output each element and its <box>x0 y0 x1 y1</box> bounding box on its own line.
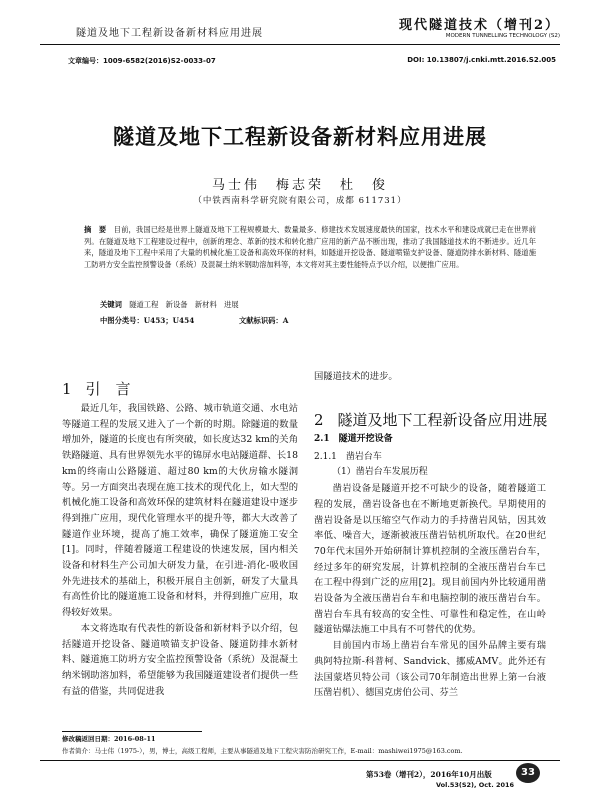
keywords-text: 隧道工程 新设备 新材料 进展 <box>129 300 239 309</box>
section1-heading <box>62 378 131 399</box>
authors: 马士伟 梅志荣 杜 俊 <box>211 178 388 193</box>
intro-paragraph-2: 本文将选取有代表性的新设备和新材料予以介绍，包括隧道开挖设备、隧道喷锚支护设备、隧道防排水新材料、隧道施工防坍方安全监控预警设备（系统）及混凝土纳米钢助溶加料，希望能够为我国隧道建设者们提供一些有益的借鉴，共同促进我 <box>62 622 298 697</box>
issue-info-en: Vol.53(S2), Oct. 2016 <box>436 781 515 789</box>
left-column <box>62 401 298 699</box>
article-number: 文章编号：1009-6582(2016)S2-0033-07 <box>68 57 216 65</box>
header-rule <box>40 44 560 45</box>
issue-info-cn: 第53卷（增刊2），2016年10月出版 <box>366 770 492 779</box>
sec2-paragraph-2: 目前国内市场上凿岩台车常见的国外品牌主要有瑞典阿特拉斯-科普柯、Sandvick、挪威AMV。此外还有法国蒙塔贝特公司（该公司70年制造出世界上第一台液压凿岩机）、德国克虏伯公司、芬兰 <box>314 640 546 699</box>
footer-rule <box>40 760 560 761</box>
footnote-author: 作者简介：马士伟（1975-），男，博士，高级工程师，主要从事隧道及地下工程灾害防治研究工作，E-mail：mashiwei1975@163.com. <box>62 747 463 755</box>
right-column-continued <box>314 369 546 385</box>
doc-code-value: A <box>282 316 289 325</box>
section1-number: 1 <box>62 380 72 398</box>
intro-continued: 国隧道技术的进步。 <box>314 371 398 382</box>
intro-paragraph-1: 最近几年，我国铁路、公路、城市轨道交通、水电站等隧道工程的发展又进入了一个新的时期。除隧道的数量增加外，隧道的长度也有所突破，如长度达32 km的关角铁路隧道、具有世界领先水平的锦屏水电站隧道群、长18 km的终南山公路隧道、超过80 km的大伙房输水隧洞等。另一方面突出表现在施工技术的现代化上，如大型的机械化施工设备和高效环保的建筑材料在隧道建设中逐步得到推广应用，现代化管理水平的提升等，都大大改善了隧道作业环境，提高了施工效率，确保了隧道施工安全[1]。同时，伴随着隧道工程建设的快速发展，国内相关设备和材料生产公司加大研发力量，在引进-消化-吸收国外先进技术的基础上，积极开展自主创新，研发了大量具有高性价比的隧道施工设备和材料，并得到推广应用，取得较好效果。 <box>62 403 298 619</box>
footnote-received: 修改稿返回日期：2016-08-11 <box>62 735 156 743</box>
doc-code-label: 文献标识码： <box>238 316 283 325</box>
footnote-rule <box>62 731 202 732</box>
clc-label: 中图分类号： <box>100 316 144 325</box>
sec2-paragraph-1: 凿岩设备是隧道开挖不可缺少的设备，随着隧道工程的发展，凿岩设备也在不断地更新换代。早期使用的凿岩设备是以压缩空气作动力的手持凿岩风钻，因其效率低、噪音大，逐渐被液压凿岩钻机所取代。在20世纪70年代末国外开始研制计算机控制的全液压凿岩台车，经过多年的研究发展，计算机控制的全液压凿岩台车已在工程中得到广泛的应用[2]。现目前国内外比较通用凿岩设备为全液压凿岩台车和电脑控制的液压凿岩台车。凿岩台车具有较高的安全性、可靠性和稳定性，在山岭隧道钻爆法施工中具有不可替代的优势。 <box>314 483 546 636</box>
page-number: 33 <box>516 763 540 783</box>
journal-title-cn: 现代隧道技术（增刊2） <box>398 18 560 33</box>
affiliation: （中铁西南科学研究院有限公司，成都 611731） <box>193 196 407 206</box>
section2-number: 2 <box>314 411 324 429</box>
doi: DOI: 10.13807/j.cnki.mtt.2016.S2.005 <box>407 56 556 64</box>
subsection-2-1-1: 2.1.1 凿岩台车 <box>314 451 382 462</box>
abstract <box>84 224 536 270</box>
clc-value: U453；U454 <box>143 316 195 325</box>
keywords-label: 关键词 <box>100 300 122 309</box>
paper-title: 隧道及地下工程新设备新材料应用进展 <box>113 124 487 149</box>
abstract-text: 目前，我国已经是世界上隧道及地下工程规模最大、数量最多、修建技术发展速度最快的国家，技术水平和建设成就已走在世界前列。在隧道及地下工程建设过程中，创新的理念、革新的技术和转化推广应用的新产品不断出现，推动了我国隧道技术的不断进步。近几年来，隧道及地下工程中采用了大量的机械化施工设备和高效环保的材料，如隧道开挖设备、隧道喷锚支护设备、隧道防排水新材料、隧道施工防坍方安全监控预警设备（系统）及混凝土纳米钢助溶加料等，本文将对其主要性能特点予以介绍，以便推广应用。 <box>84 225 537 269</box>
subsection-2-1: 2.1 隧道开挖设备 <box>314 434 393 444</box>
right-column <box>314 432 546 701</box>
classification <box>100 316 288 326</box>
abstract-label: 摘 要 <box>84 225 107 234</box>
subsection-item-1: （1）凿岩台车发展历程 <box>332 467 428 478</box>
section1-title: 引 言 <box>85 380 131 398</box>
section2-heading <box>314 409 548 430</box>
keywords <box>100 300 239 310</box>
journal-title-en: MODERN TUNNELLING TECHNOLOGY (S2) <box>445 33 560 39</box>
section2-title: 隧道及地下工程新设备应用进展 <box>337 411 548 429</box>
running-header: 隧道及地下工程新设备新材料应用进展 <box>76 28 263 39</box>
